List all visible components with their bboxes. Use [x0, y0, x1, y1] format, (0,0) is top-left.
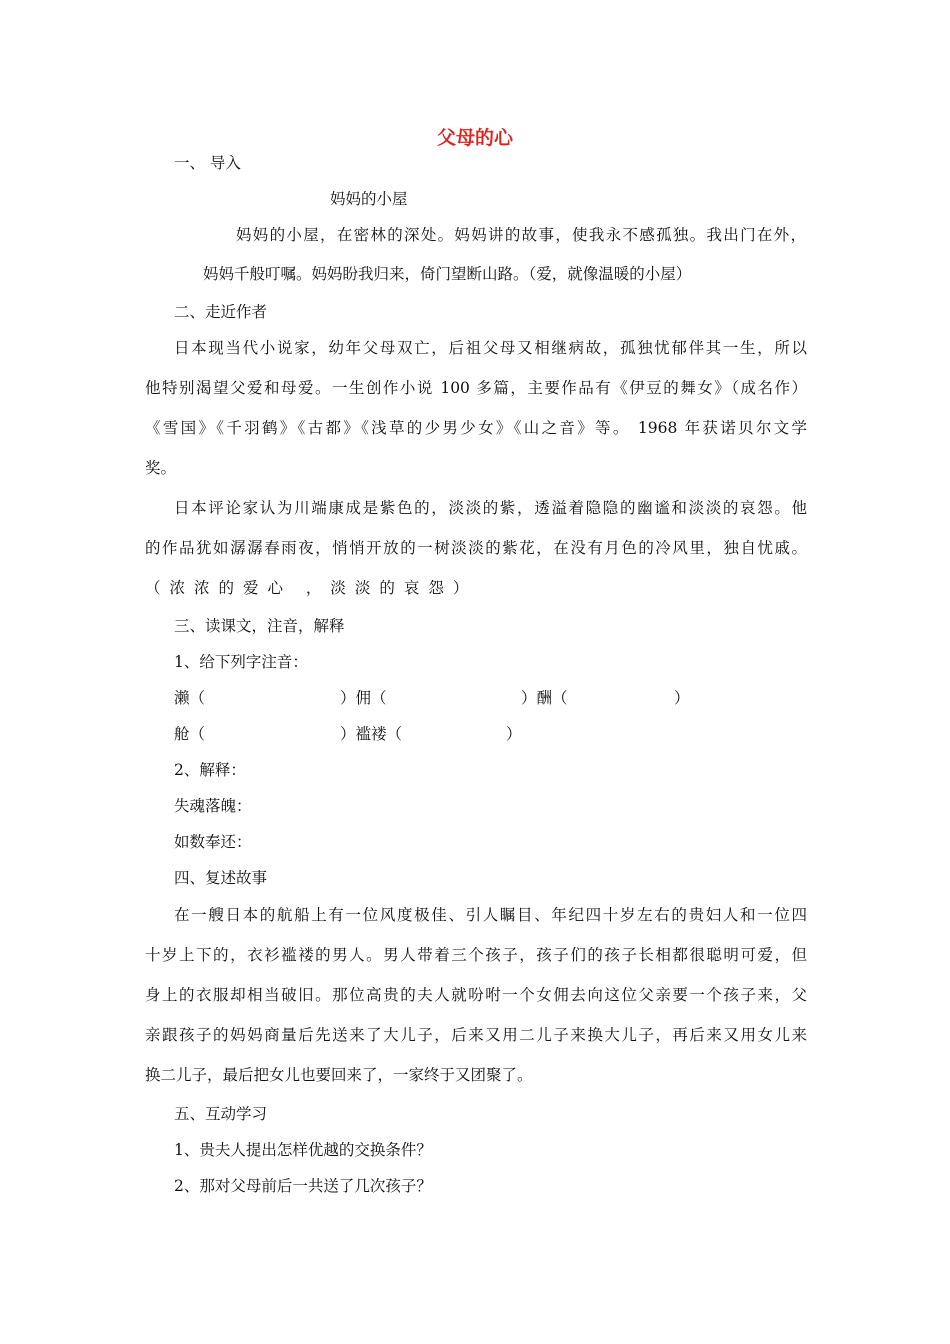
- section-1-heading: 一、 导入: [174, 154, 241, 172]
- author-para-2-line-2: 的作品犹如潺潺春雨夜，悄悄开放的一树淡淡的紫花，在没有月色的冷风里，独自忧戚。: [145, 539, 807, 557]
- question-explain: 2、解释：: [174, 761, 246, 779]
- author-para-2-line-3: （浓浓的爱心 ，淡淡的哀怨）: [145, 579, 478, 597]
- section-4-heading: 四、复述故事: [174, 869, 268, 887]
- pinyin-word-5: ）褴褛（: [340, 725, 403, 743]
- pinyin-word-3-close: ）: [674, 689, 690, 707]
- section-2-heading: 二、走近作者: [174, 303, 268, 321]
- author-para-1-line-2: 他特别渴望父爱和母爱。一生创作小说 100 多篇，主要作品有《伊豆的舞女》（成名作）: [145, 379, 807, 397]
- term-1: 失魂落魄：: [174, 797, 252, 815]
- pinyin-word-2: ）佣（: [340, 689, 387, 707]
- poem-line-2: 妈妈千般叮嘱。妈妈盼我归来，倚门望断山路。（爱，就像温暖的小屋）: [203, 265, 692, 283]
- pinyin-word-5-close: ）: [506, 725, 522, 743]
- poem-title: 妈妈的小屋: [330, 190, 408, 208]
- story-line-2: 十岁上下的，衣衫褴褛的男人。男人带着三个孩子，孩子们的孩子长相都很聪明可爱，但: [145, 946, 807, 964]
- story-line-3: 身上的衣服却相当破旧。那位高贵的夫人就吩咐一个女佣去向这位父亲要一个孩子来，父: [145, 986, 807, 1004]
- story-line-1: 在一艘日本的航船上有一位风度极佳、引人瞩目、年纪四十岁左右的贵妇人和一位四: [174, 906, 807, 924]
- author-para-1-line-1: 日本现当代小说家，幼年父母双亡，后祖父母又相继病故，孤独忧郁伴其一生，所以: [174, 339, 807, 357]
- interaction-question-1: 1、贵夫人提出怎样优越的交换条件？: [174, 1141, 432, 1159]
- author-para-1-line-4: 奖。: [145, 459, 177, 477]
- page-title: 父母的心: [436, 127, 513, 149]
- section-3-heading: 三、读课文，注音，解释: [174, 617, 345, 635]
- pinyin-word-4: 舱（: [174, 725, 206, 743]
- poem-line-1: 妈妈的小屋，在密林的深处。妈妈讲的故事，使我永不感孤独。我出门在外，: [236, 226, 806, 244]
- interaction-question-2: 2、那对父母前后一共送了几次孩子？: [174, 1177, 432, 1195]
- author-para-1-line-3: 《雪国》《千羽鹤》《古都》《浅草的少男少女》《山之音》等。 1968 年获诺贝尔文学: [145, 419, 807, 437]
- term-2: 如数奉还：: [174, 833, 252, 851]
- pinyin-word-3: ）酬（: [521, 689, 568, 707]
- pinyin-word-1: 濑（: [174, 689, 206, 707]
- section-5-heading: 五、互动学习: [174, 1105, 268, 1123]
- author-para-2-line-1: 日本评论家认为川端康成是紫色的，淡淡的紫，透溢着隐隐的幽谧和淡淡的哀怨。他: [174, 499, 807, 517]
- story-line-5: 换二儿子，最后把女儿也要回来了，一家终于又团聚了。: [145, 1066, 533, 1084]
- story-line-4: 亲跟孩子的妈妈商量后先送来了大儿子，后来又用二儿子来换大儿子，再后来又用女儿来: [145, 1026, 807, 1044]
- question-pinyin: 1、给下列字注音：: [174, 653, 308, 671]
